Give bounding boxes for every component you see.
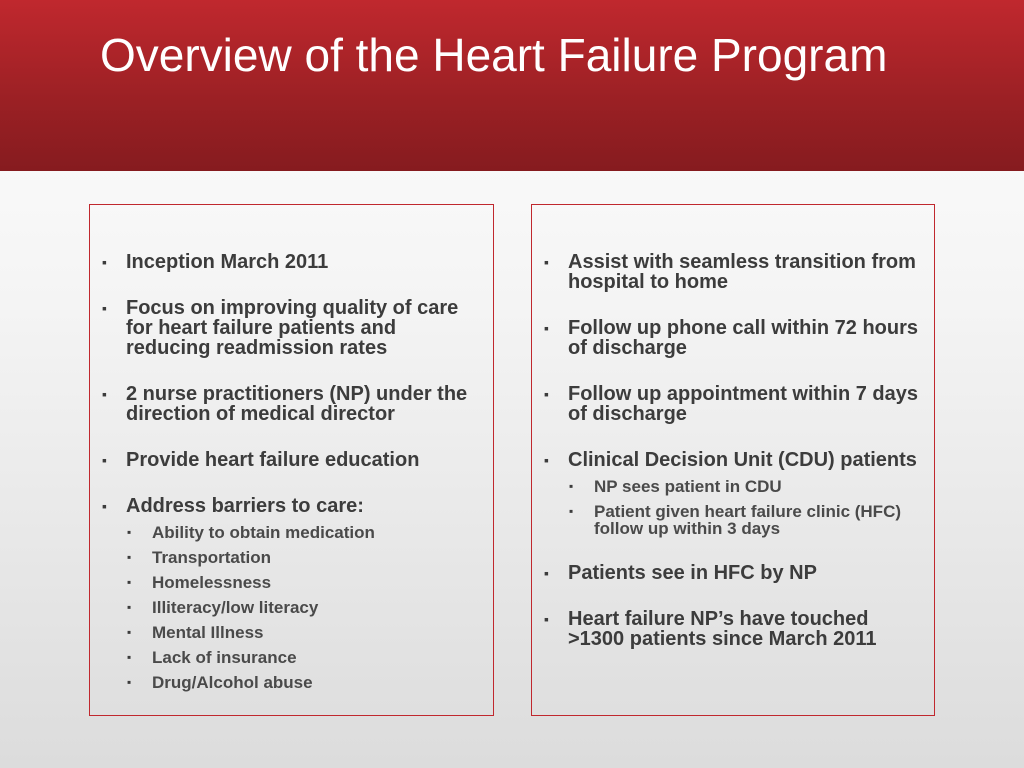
sub-list-item [568, 478, 926, 495]
list-item-text: Inception March 2011 [126, 251, 329, 273]
list-item-text: Heart failure NP’s have touched >1300 patients since March 2011 [568, 608, 877, 650]
bullet-square-icon: ▪ [127, 575, 132, 589]
bullet-square-icon: ▪ [544, 320, 549, 336]
bullet-square-icon: ▪ [544, 452, 549, 468]
list-item [100, 496, 485, 691]
bullet-square-icon: ▪ [544, 386, 549, 402]
list-item-text: 2 nurse practitioners (NP) under the direction of medical director [126, 383, 468, 425]
left-content-panel [89, 204, 494, 716]
sub-list-item-text: Transportation [152, 548, 272, 567]
title-banner [0, 0, 1024, 171]
sub-list-item [126, 674, 485, 691]
bullet-square-icon: ▪ [544, 565, 549, 581]
list-item-text: Provide heart failure education [126, 449, 420, 471]
bullet-square-icon: ▪ [127, 600, 132, 614]
list-item [542, 252, 926, 292]
sub-list-item [126, 599, 485, 616]
list-item [100, 384, 485, 424]
slide-title: Overview of the Heart Failure Program [100, 29, 888, 81]
bullet-square-icon: ▪ [127, 675, 132, 689]
bullet-square-icon: ▪ [102, 498, 107, 514]
right-content-panel [531, 204, 935, 716]
sub-list-item-text: Patient given heart failure clinic (HFC) follow up within 3 days [594, 502, 902, 538]
list-item-text: Follow up appointment within 7 days of discharge [568, 383, 918, 425]
list-item [542, 609, 926, 649]
list-item-text: Address barriers to care: [126, 495, 364, 517]
bullet-square-icon: ▪ [127, 550, 132, 564]
bullet-square-icon: ▪ [102, 300, 107, 316]
sub-list-item [126, 624, 485, 641]
sub-list-item-text: NP sees patient in CDU [594, 477, 782, 496]
sub-list-item-text: Ability to obtain medication [152, 523, 375, 542]
bullet-square-icon: ▪ [544, 254, 549, 270]
list-item-text: Assist with seamless transition from hospital to home [568, 251, 916, 293]
list-item [542, 384, 926, 424]
cdu-sub-list [568, 478, 926, 537]
barriers-sub-list [126, 524, 485, 691]
sub-list-item [126, 574, 485, 591]
list-item-text: Follow up phone call within 72 hours of discharge [568, 317, 919, 359]
left-bullet-list [100, 252, 485, 699]
list-item [100, 450, 485, 470]
sub-list-item [126, 549, 485, 566]
bullet-square-icon: ▪ [102, 386, 107, 402]
list-item-text: Patients see in HFC by NP [568, 562, 817, 584]
sub-list-item-text: Illiteracy/low literacy [152, 598, 319, 617]
sub-list-item [126, 649, 485, 666]
right-bullet-list [542, 252, 926, 649]
bullet-square-icon: ▪ [569, 479, 574, 493]
list-item-text: Focus on improving quality of care for heart failure patients and reducing readmission rates [126, 297, 459, 359]
bullet-square-icon: ▪ [544, 611, 549, 627]
bullet-square-icon: ▪ [569, 504, 574, 518]
list-item-text: Clinical Decision Unit (CDU) patients [568, 449, 917, 471]
bullet-square-icon: ▪ [127, 650, 132, 664]
bullet-square-icon: ▪ [127, 525, 132, 539]
list-item [542, 450, 926, 537]
list-item [100, 298, 485, 358]
sub-list-item [568, 503, 926, 537]
sub-list-item-text: Drug/Alcohol abuse [152, 673, 313, 692]
sub-list-item-text: Homelessness [152, 573, 272, 592]
sub-list-item [126, 524, 485, 541]
list-item [542, 318, 926, 358]
sub-list-item-text: Lack of insurance [152, 648, 297, 667]
list-item [542, 563, 926, 583]
sub-list-item-text: Mental Illness [152, 623, 264, 642]
bullet-square-icon: ▪ [102, 254, 107, 270]
bullet-square-icon: ▪ [127, 625, 132, 639]
list-item [100, 252, 485, 272]
bullet-square-icon: ▪ [102, 452, 107, 468]
